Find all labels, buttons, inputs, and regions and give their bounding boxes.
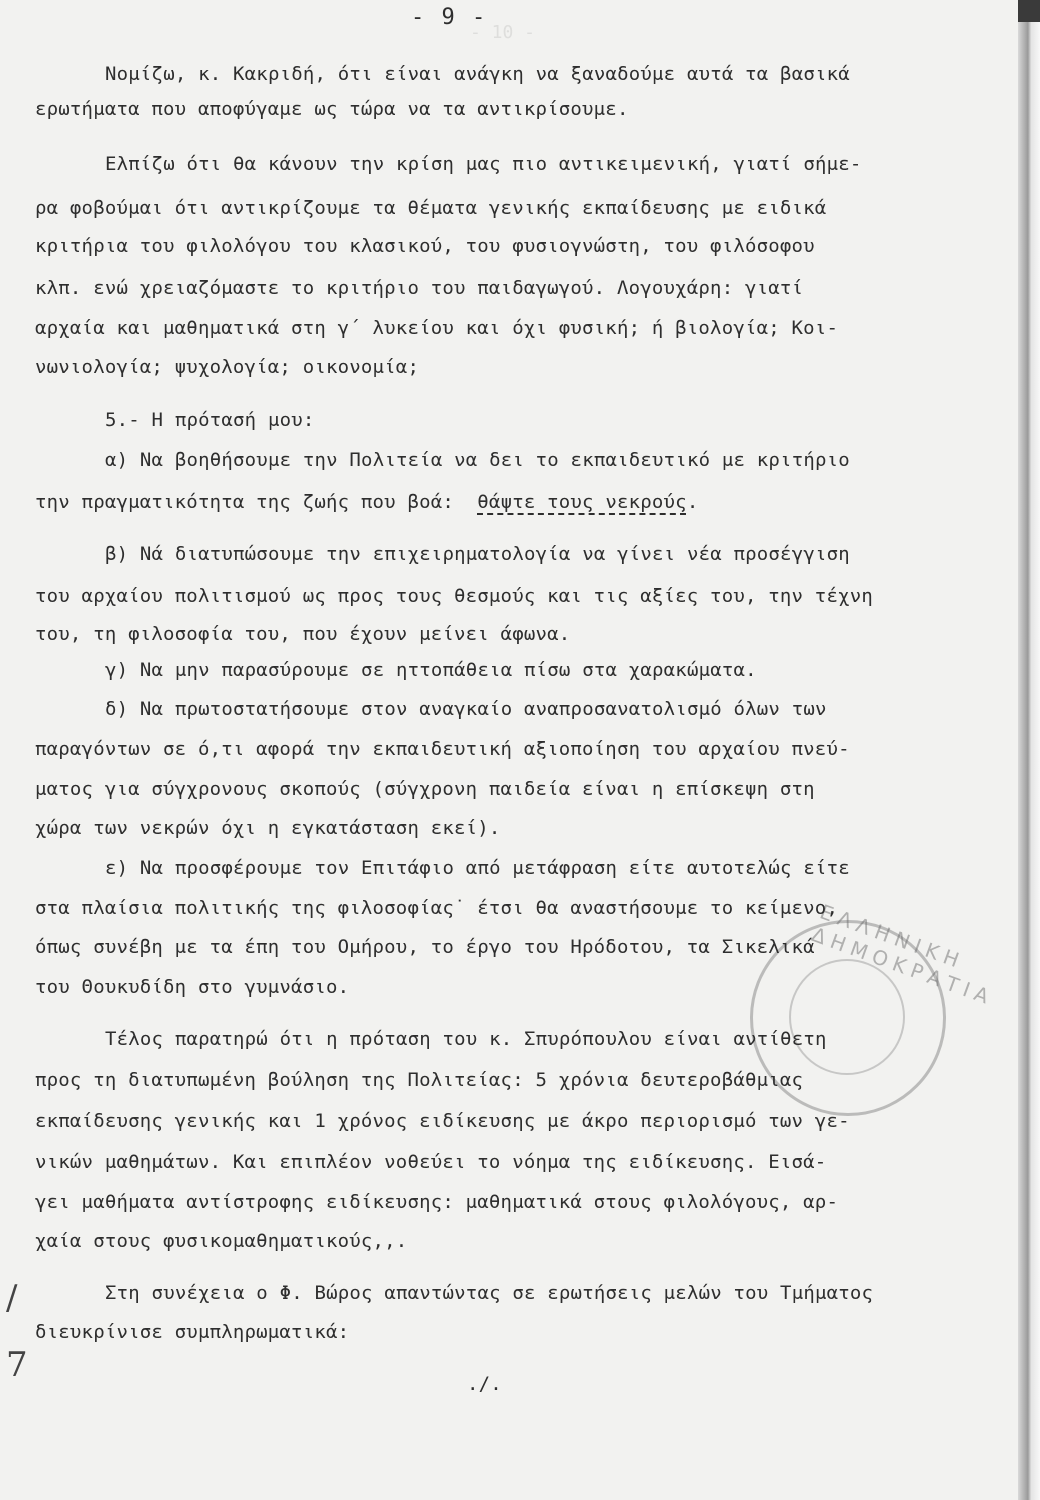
text-fragment: την πραγματικότητα της ζωής που βοά: [35, 491, 455, 513]
text-line: Στη συνέχεια ο Φ. Βώρος απαντώντας σε ερωτήσεις μελών του Τμήματος [105, 1282, 874, 1304]
text-line: β) Νά διατυπώσουμε την επιχειρηματολογία να γίνει νέα προσέγγιση [105, 543, 850, 565]
text-line: γει μαθήματα αντίστροφης ειδίκευσης: μαθηματικά στους φιλολόγους, αρ- [35, 1191, 839, 1213]
text-line: κριτήρια του φιλολόγου του κλασικού, του φυσιογνώστη, του φιλόσοφου [35, 235, 815, 257]
page-number: - 9 - [411, 5, 488, 30]
bleed-through: - 10 - [470, 22, 536, 43]
text-line: α) Να βοηθήσουμε την Πολιτεία να δει το εκπαιδευτικό με κριτήριο [105, 449, 850, 471]
text-line: εκπαίδευσης γενικής και 1 χρόνος ειδίκευσης με άκρο περιορισμό των γε- [35, 1110, 850, 1132]
page-edge-shadow [1018, 0, 1040, 1500]
text-line [35, 490, 698, 514]
text-line: Τέλος παρατηρώ ότι η πρόταση του κ. Σπυρόπουλου είναι αντίθετη [105, 1028, 827, 1050]
text-line: του αρχαίου πολιτισμού ως προς τους θεσμούς και τις αξίες του, την τέχνη [35, 585, 874, 607]
corner-mark [1018, 0, 1040, 22]
text-line: χώρα των νεκρών όχι η εγκατάσταση εκεί). [35, 817, 501, 839]
text-fragment: . [686, 491, 699, 513]
text-line: ε) Να προσφέρουμε τον Επιτάφιο από μετάφραση είτε αυτοτελώς είτε [105, 857, 850, 879]
text-line: στα πλαίσια πολιτικής της φιλοσοφίας˙ έτσι θα αναστήσουμε το κείμενο, [35, 897, 839, 919]
text-line: παραγόντων σε ό,τι αφορά την εκπαιδευτική αξιοποίηση του αρχαίου πνεύ- [35, 738, 850, 760]
margin-mark: 7 [6, 1345, 28, 1385]
text-line: διευκρίνισε συμπληρωματικά: [35, 1321, 350, 1343]
text-line: προς τη διατυπωμένη βούληση της Πολιτείας: 5 χρόνια δευτεροβάθμιας [35, 1069, 804, 1091]
text-line: νωνιολογία; ψυχολογία; οικονομία; [35, 356, 420, 378]
text-line: γ) Να μην παρασύρουμε σε ηττοπάθεια πίσω στα χαρακώματα. [105, 659, 757, 681]
text-line: όπως συνέβη με τα έπη του Ομήρου, το έργο του Ηρόδοτου, τα Σικελικά [35, 936, 815, 958]
archive-stamp-text: ΕΛΛΗΝΙΚΗ ΔΗΜΟΚΡΑΤΙΑ [808, 899, 998, 1011]
text-line: κλπ. ενώ χρειαζόμαστε το κριτήριο του παιδαγωγού. Λογουχάρη: γιατί [35, 277, 804, 299]
continuation-mark: ./. [467, 1373, 502, 1395]
text-line: Νομίζω, κ. Κακριδή, ότι είναι ανάγκη να ξαναδούμε αυτά τα βασικά [105, 63, 850, 85]
text-line: αρχαία και μαθηματικά στη γ΄ λυκείου και όχι φυσική; ή βιολογία; Κοι- [35, 317, 839, 339]
text-line: χαία στους φυσικομαθηματικούς,,. [35, 1230, 408, 1252]
text-line: του Θουκυδίδη στο γυμνάσιο. [35, 976, 350, 998]
section-heading: 5.- Η πρότασή μου: [105, 409, 315, 431]
text-line: ματος για σύγχρονους σκοπούς (σύγχρονη παιδεία είναι η επίσκεψη στη [35, 778, 815, 800]
archive-stamp-inner-ring [789, 959, 905, 1075]
text-line: Ελπίζω ότι θα κάνουν την κρίση μας πιο αντικειμενική, γιατί σήμε- [105, 153, 862, 175]
text-line: ερωτήματα που αποφύγαμε ως τώρα να τα αντικρίσουμε. [35, 98, 629, 120]
margin-mark: / [6, 1278, 18, 1318]
text-line: ρα φοβούμαι ότι αντικρίζουμε τα θέματα γενικής εκπαίδευσης με ειδικά [35, 197, 827, 219]
text-line: δ) Να πρωτοστατήσουμε στον αναγκαίο αναπροσανατολισμό όλων των [105, 698, 827, 720]
underlined-phrase: θάψτε τους νεκρούς [477, 491, 687, 513]
text-line: νικών μαθημάτων. Και επιπλέον νοθεύει το νόημα της ειδίκευσης. Εισά- [35, 1151, 827, 1173]
text-line: του, τη φιλοσοφία του, που έχουν μείνει άφωνα. [35, 623, 571, 645]
